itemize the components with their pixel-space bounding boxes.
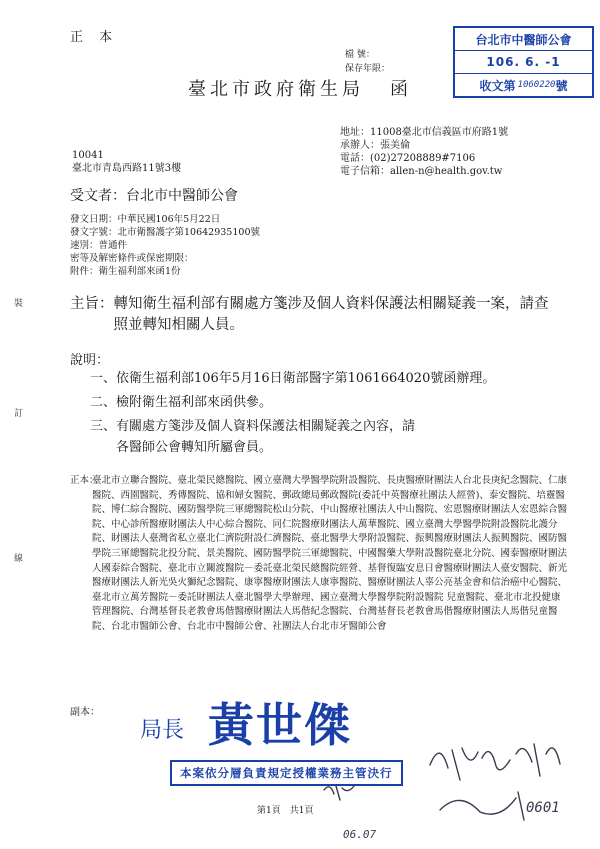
agency-header [188,75,412,101]
meta-date: 發文日期：中華民國106年5月22日 [70,214,221,225]
copy-recipients-label: 副本： [70,707,100,718]
subject [70,294,560,336]
copy-type-label: 正 本 [70,30,119,45]
meta-number: 發文字號：北市衛醫護字第10642935100號 [70,227,260,238]
cc-list: 臺北市立聯合醫院、臺北榮民總醫院、國立臺灣大學醫學院附設醫院、長庚醫療財團法人台北長庚紀念醫院、仁康醫院、西園醫院、秀傳醫院、協和婦女醫院、郵政總局郵政醫院(委託中英醫療社團法人經營)、泰安醫院、培靈醫院、博仁綜合醫院、國防醫學院三軍總醫院松山分院、中山醫療社團法人中山醫院、宏恩醫療財團法人宏恩綜合醫院、中心診所醫療財團法人中心綜合醫院、同仁院醫療財團法人萬華醫院、國立臺灣大學醫學院附設醫院北護分院、財團法人臺灣省私立臺北仁濟院附設仁濟醫院、臺北醫學大學附設醫院、振興醫療財團法人振興醫院、國防醫學院三軍總醫院北投分院、景美醫院、國防醫學院三軍總醫院、中國醫藥大學附設醫院臺北分院、國泰醫療財團法人國泰綜合醫院、臺北市立關渡醫院－委託臺北榮民總醫院經營、基督復臨安息日會醫療財團法人臺安醫院、新光醫療財團法人新光吳火獅紀念醫院、康寧醫療財團法人康寧醫院、醫療財團法人辜公亮基金會和信治癌中心醫院、臺北市立萬芳醫院－委託財團法人臺北醫學大學辦理、國立臺灣大學醫學院附設醫院 兒童醫院、臺北市北投健康管理醫院、台灣基督長老教會馬偕醫療財團法人馬偕紀念醫院、台灣基督長老教會馬偕醫療財團法人馬偕兒童醫院、台北市醫師公會、台北市中醫師公會、社團法人台北市牙醫師公會 [92,475,568,632]
binding-mark-3: 線 [14,554,24,564]
retention-label: 保存年限： [345,64,391,74]
sender-email: 電子信箱：allen-n@health.gov.tw [340,166,503,177]
stamp-receipt-number [455,74,592,96]
sender-address: 地址：11008臺北市信義區市府路1號 [340,127,509,138]
item-number: 三、 [90,419,117,434]
item-text: 依衛生福利部106年5月16日衛部醫字第1061664020號函辦理。 [116,371,496,386]
page-info: 第1頁 共1頁 [257,806,314,816]
agency-name: 臺北市政府衛生局 [188,79,364,100]
meta-secrecy: 密等及解密條件或保密期限： [70,253,194,264]
cc-recipients [70,474,570,635]
meta-attachment: 附件：衛生福利部來函1份 [70,266,181,277]
binding-mark-2: 訂 [14,409,24,419]
item-number: 一、 [90,371,117,386]
file-number-label: 檔 號： [345,50,375,60]
recipient-postal: 10041 [72,150,104,161]
cc-label: 正本： [70,475,99,486]
binding-mark-1: 裝 [14,299,24,309]
stamp-recv-suffix: 號 [555,78,568,93]
stamp-date: 106. 6. -1 [455,51,592,74]
explanation-item [90,416,570,458]
handwritten-initials-icon [320,780,360,810]
recipient-address [72,149,181,175]
subject-label: 主旨： [70,296,114,312]
received-stamp [453,26,594,98]
item-number: 二、 [90,395,117,410]
authorization-stamp: 本案依分層負責規定授權業務主管決行 [170,760,403,786]
stamp-recv-prefix: 收文第 [479,78,516,93]
subject-text: 轉知衛生福利部有關處方箋涉及個人資料保護法相關疑義一案，請查照並轉知相關人員。 [113,296,549,333]
recipient-street: 臺北市青島西路11號3樓 [72,163,182,174]
handwritten-signature-icon [420,720,590,830]
sender-phone: 電話：(02)27208889#7106 [340,153,476,164]
explanation-item [90,368,570,389]
item-text: 檢附衛生福利部來函供參。 [116,395,273,410]
meta-speed: 速別：普通件 [70,240,128,251]
explanation-item [90,392,570,413]
document-meta [70,213,260,278]
director-name: 黃世傑 [208,698,352,752]
director-title: 局長 [140,718,185,743]
handwritten-note-number: 0601 [526,800,560,816]
sender-info [340,126,508,178]
sender-contact: 承辦人：張美倫 [340,140,410,151]
explanation-title: 說明： [70,353,110,368]
handwritten-date: 06.07 [343,828,377,841]
stamp-recv-handwritten: 1060220 [517,80,556,90]
stamp-org: 台北市中醫師公會 [455,28,592,51]
recipient: 受文者：台北市中醫師公會 [70,188,238,204]
document-type: 函 [390,79,412,100]
item-text: 有關處方箋涉及個人資料保護法相關疑義之內容，請各醫師公會轉知所屬會員。 [116,419,416,455]
filing-info [345,48,390,76]
